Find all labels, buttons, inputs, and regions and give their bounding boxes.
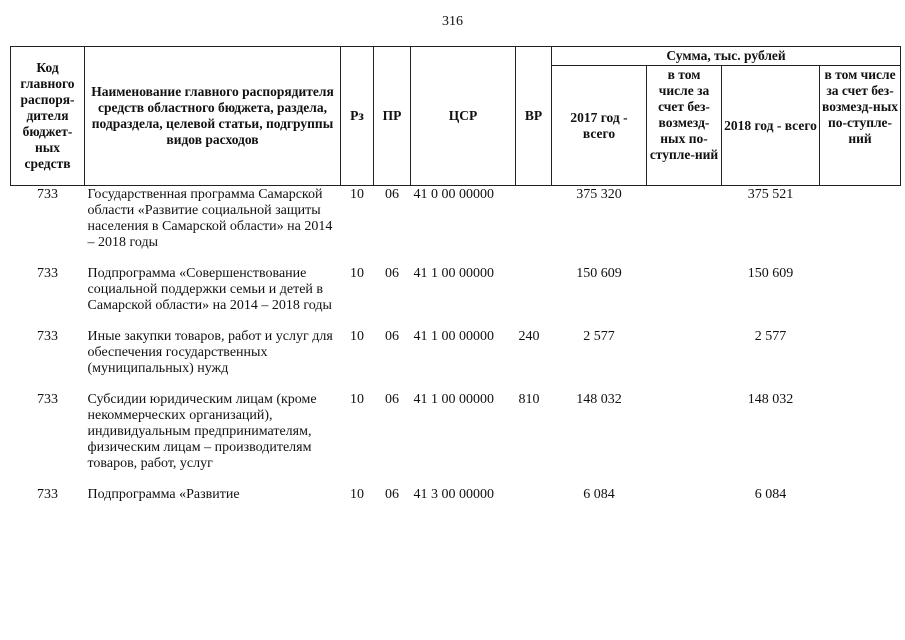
cell-vr [516,186,552,267]
cell-csr: 41 1 00 00000 [413,329,494,344]
cell-pr: 06 [385,487,399,502]
cell-grant-2017 [647,266,722,329]
header-csr: ЦСР [411,47,516,186]
cell-sum-2018: 2 577 [754,329,787,344]
header-vr: ВР [516,47,552,186]
cell-csr: 41 1 00 00000 [413,266,494,281]
header-grant-2017: в том числе за счет без-возмезд-ных по-ступле-ний [647,66,722,186]
cell-grant-2018 [820,266,901,329]
table-body [11,186,901,504]
cell-pr: 06 [385,392,399,407]
header-pr: ПР [374,47,411,186]
cell-grant-2018 [820,487,901,503]
cell-pr: 06 [385,266,399,281]
cell-csr: 41 1 00 00000 [413,392,494,407]
cell-csr: 41 3 00 00000 [413,487,494,502]
cell-grant-2018 [820,329,901,392]
table-row [11,186,901,267]
cell-sum-2017: 150 609 [576,266,622,281]
cell-csr: 41 0 00 00000 [413,187,494,202]
table-row [11,392,901,487]
cell-sum-2017: 2 577 [583,329,615,344]
cell-rz: 10 [350,487,364,502]
cell-code: 733 [37,392,58,407]
cell-grant-2017 [647,329,722,392]
cell-sum-2017: 375 320 [576,187,622,202]
cell-code: 733 [37,329,58,344]
cell-pr: 06 [385,329,399,344]
cell-sum-2017: 148 032 [576,392,622,407]
cell-grant-2017 [647,186,722,267]
cell-code: 733 [37,487,58,502]
table-header [11,47,901,186]
header-grant-2018: в том числе за счет без-возмезд-ных по-ступле-ний [820,66,901,186]
cell-grant-2017 [647,392,722,487]
cell-code: 733 [37,187,58,202]
cell-vr [516,266,552,329]
cell-sum-2018: 150 609 [747,266,794,281]
cell-name: Подпрограмма «Развитие [87,487,240,502]
cell-pr: 06 [385,187,399,202]
header-total-2017: 2017 год - всего [552,66,647,186]
cell-grant-2018 [820,392,901,487]
cell-name: Иные закупки товаров, работ и услуг для обеспечения государственных (муниципальных) нужд [87,329,333,376]
cell-sum-2018: 375 521 [747,187,794,202]
cell-grant-2017 [647,487,722,503]
header-code: Код главного распоря-дителя бюджет-ных средств [11,47,85,186]
table-row [11,266,901,329]
cell-rz: 10 [350,187,364,202]
cell-sum-2018: 148 032 [747,392,794,407]
cell-rz: 10 [350,392,364,407]
cell-sum-2017: 6 084 [583,487,615,502]
header-name: Наименование главного распорядителя средств областного бюджета, раздела, подраздела, целевой статьи, подгруппы видов расходов [85,47,341,186]
budget-table [10,46,901,503]
header-sum-group: Сумма, тыс. рублей [552,47,901,66]
header-rz: Рз [341,47,374,186]
cell-name: Субсидии юридическим лицам (кроме некоммерческих организаций), индивидуальным предпринимателям, физическим лицам – производителям товаров, работ, услуг [87,392,317,471]
cell-vr [516,487,552,503]
cell-name: Подпрограмма «Совершенствование социальной поддержки семьи и детей в Самарской области» на 2014 – 2018 годы [87,266,332,313]
cell-code: 733 [37,266,58,281]
header-total-2018: 2018 год - всего [722,66,820,186]
page-number: 316 [442,14,463,29]
cell-vr: 240 [518,329,540,344]
cell-name: Государственная программа Самарской области «Развитие социальной защиты населения в Самарской области» на 2014 – 2018 годы [87,187,333,250]
cell-grant-2018 [820,186,901,267]
cell-rz: 10 [350,329,364,344]
table-row [11,487,901,503]
cell-rz: 10 [350,266,364,281]
cell-sum-2018: 6 084 [754,487,787,502]
table-row [11,329,901,392]
cell-vr: 810 [518,392,540,407]
